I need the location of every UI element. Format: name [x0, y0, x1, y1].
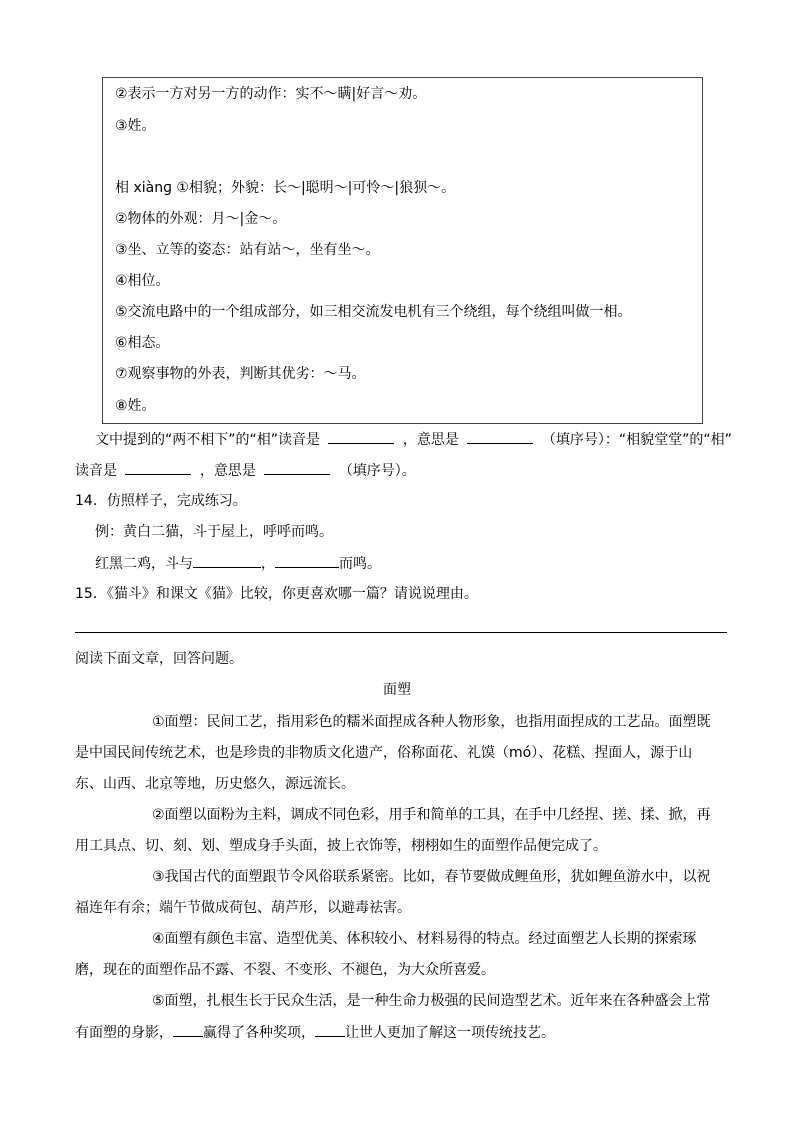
dict-entry-2-line-4: ④相位。: [115, 273, 170, 289]
q14-example: 例：黄白二猫，斗于屋上，呼呼而鸣。: [95, 524, 333, 540]
q13-text-2: ，意思是: [402, 432, 459, 448]
q14-blank-2[interactable]: [275, 553, 339, 568]
q13-line-2: [75, 460, 416, 481]
q14-exercise-text-b: ，: [261, 556, 275, 572]
paragraph-2-line-1: ②面塑以面粉为主料，调成不同色彩，用手和简单的工具，在手中几经捏、搓、揉、掀，再: [152, 807, 711, 823]
paragraph-3-line-1: ③我国古代的面塑跟节令风俗联系紧密。比如，春节要做成鲤鱼形，犹如鲤鱼游水中，以祝: [152, 869, 711, 885]
q13-blank-3[interactable]: [125, 460, 191, 475]
paragraph-1-line-1: ①面塑：民间工艺，指用彩色的糯米面捏成各种人物形象，也指用面捏成的工艺品。面塑既: [152, 714, 711, 730]
q13-text-3: （填序号）：“相貌堂堂”的“相”: [541, 432, 732, 448]
q15-title: 15．《猫斗》和课文《猫》比较，你更喜欢哪一篇？请说说理由。: [75, 586, 478, 602]
paragraph-5-text-b: 赢得了各种奖项，: [203, 1025, 315, 1041]
dict-entry-2-line-8: ⑧姓。: [115, 398, 156, 414]
paragraph-5-blank-2[interactable]: [315, 1022, 345, 1037]
q14-exercise-text-c: 而鸣。: [339, 556, 381, 572]
q13-text-6: （填序号）。: [338, 463, 416, 479]
dict-entry-1-line-3: ③姓。: [115, 118, 156, 134]
paragraph-5-line-2: [75, 1022, 555, 1043]
dict-entry-1-line-2: ②表示一方对另一方的动作：实不～瞒|好言～劝。: [115, 86, 427, 102]
paragraph-5-line-1: ⑤面塑，扎根生长于民众生活，是一种生命力极强的民间造型艺术。近年来在各种盛会上常: [152, 993, 711, 1009]
q13-text-5: ，意思是: [199, 463, 256, 479]
paragraph-1-line-2: 是中国民间传统艺术，也是珍贵的非物质文化遗产，俗称面花、礼馍（mó）、花糕、捏面人，源于山: [75, 745, 693, 761]
dict-entry-2-line-7: ⑦观察事物的外表，判断其优劣：～马。: [115, 366, 366, 382]
paragraph-3-line-2: 福连年有余；端午节做成荷包、葫芦形，以避毒祛害。: [75, 900, 411, 916]
paragraph-4-line-2: 磨，现在的面塑作品不露、不裂、不变形、不褪色，为大众所喜爱。: [75, 962, 495, 978]
q15-answer-line[interactable]: [75, 632, 727, 633]
q14-title: 14．仿照样子，完成练习。: [75, 493, 247, 509]
q14-exercise-text-a: 红黑二鸡，斗与: [95, 556, 193, 572]
dict-entry-2-line-3: ③坐、立等的姿态：站有站～，坐有坐～。: [115, 242, 380, 258]
q13-blank-4[interactable]: [264, 460, 330, 475]
paragraph-5-blank-1[interactable]: [173, 1022, 203, 1037]
paragraph-1-line-3: 东、山西、北京等地，历史悠久，源远流长。: [75, 776, 355, 792]
q14-blank-1[interactable]: [193, 553, 261, 568]
dict-entry-2-line-2: ②物体的外观：月～|金～。: [115, 211, 287, 227]
reading-intro: 阅读下面文章，回答问题。: [75, 651, 243, 667]
paragraph-5-text-c: 让世人更加了解这一项传统技艺。: [345, 1025, 555, 1041]
paragraph-4-line-1: ④面塑有颜色丰富、造型优美、体积较小、材料易得的特点。经过面塑艺人长期的探索琢: [152, 931, 697, 947]
dict-entry-2-line-1: 相 xiànɡ ①相貌；外貌：长～|聪明～|可怜～|狼狈～。: [115, 180, 456, 196]
q13-text-4: 读音是: [75, 463, 117, 479]
paragraph-5-text-a: 有面塑的身影，: [75, 1025, 173, 1041]
passage-title: 面塑: [383, 682, 411, 698]
dict-entry-2-line-5: ⑤交流电路中的一个组成部分，如三相交流发电机有三个绕组，每个绕组叫做一相。: [115, 304, 632, 320]
dict-entry-2-line-6: ⑥相态。: [115, 335, 170, 351]
paragraph-2-line-2: 用工具点、切、刻、划、塑成身手头面，披上衣饰等，栩栩如生的面塑作品便完成了。: [75, 838, 607, 854]
q13-line-1: [95, 429, 732, 450]
q13-blank-2[interactable]: [467, 429, 533, 444]
q13-blank-1[interactable]: [328, 429, 394, 444]
q14-exercise: [95, 553, 381, 574]
q13-text-1: 文中提到的“两不相下”的“相”读音是: [95, 432, 321, 448]
